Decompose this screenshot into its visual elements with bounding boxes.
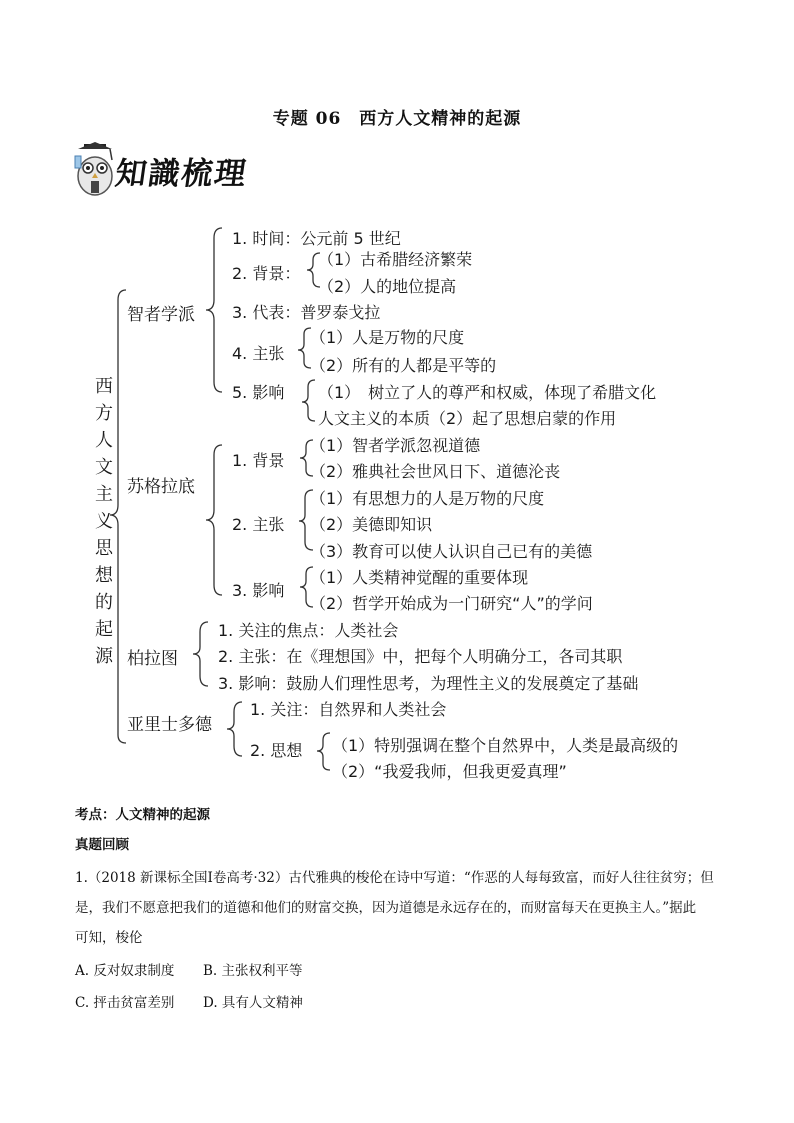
socrates-claim-3: （3）教育可以使人认识自己已有的美德 (310, 542, 593, 561)
section-socrates: 苏格拉底 (127, 477, 195, 497)
section-sophists: 智者学派 (127, 305, 195, 325)
aristotle-thought-1: （1）特别强调在整个自然界中，人类是最高级的 (332, 736, 679, 755)
sophists-impact: 5. 影响 (232, 383, 285, 402)
sophists-impact-2: 人文主义的本质（2）起了思想启蒙的作用 (318, 409, 617, 428)
socrates-bg-1: （1）智者学派忽视道德 (310, 436, 481, 455)
sophists-bg-1: （1）古希腊经济繁荣 (318, 250, 473, 269)
socrates-claim-2: （2）美德即知识 (310, 515, 433, 534)
socrates-impact-2: （2）哲学开始成为一门研究“人”的学问 (310, 594, 593, 613)
socrates-impact: 3. 影响 (232, 581, 285, 600)
aristotle-focus: 1. 关注：自然界和人类社会 (250, 700, 447, 719)
mindmap-root: 西方人文主义思想的起源 (95, 376, 113, 667)
question-line-2: 是，我们不愿意把我们的道德和他们的财富交换，因为道德是永远存在的，而财富每天在更换主人。”据此 (75, 900, 697, 916)
aristotle-thought-2: （2）“我爱我师，但我更爱真理” (332, 762, 567, 781)
exam-point: 考点：人文精神的起源 (75, 807, 210, 823)
socrates-bg-2: （2）雅典社会世风日下、道德沦丧 (310, 462, 561, 481)
question-line-1: 1.（2018 新课标全国Ⅰ卷高考·32）古代雅典的梭伦在诗中写道：“作恶的人每每致富，而好人往往贫穷；但 (75, 870, 714, 886)
review-heading: 真题回顾 (75, 837, 129, 853)
sophists-time: 1. 时间：公元前 5 世纪 (232, 229, 401, 248)
sophists-representative: 3. 代表：普罗泰戈拉 (232, 303, 381, 322)
option-c: C. 抨击贫富差别 (75, 995, 175, 1011)
plato-claim: 2. 主张：在《理想国》中，把每个人明确分工，各司其职 (218, 647, 623, 666)
sophists-claim-2: （2）所有的人都是平等的 (310, 356, 497, 375)
socrates-impact-1: （1）人类精神觉醒的重要体现 (310, 568, 529, 587)
section-aristotle: 亚里士多德 (127, 715, 212, 735)
plato-focus: 1. 关注的焦点：人类社会 (218, 621, 399, 640)
sophists-claim-1: （1）人是万物的尺度 (310, 328, 465, 347)
plato-impact: 3. 影响：鼓励人们理性思考，为理性主义的发展奠定了基础 (218, 674, 639, 693)
option-b: B. 主张权利平等 (203, 963, 303, 979)
sophists-claim: 4. 主张 (232, 344, 285, 363)
aristotle-thought: 2. 思想 (250, 741, 303, 760)
option-d: D. 具有人文精神 (203, 995, 303, 1011)
section-plato: 柏拉图 (127, 649, 178, 669)
option-a: A. 反对奴隶制度 (75, 963, 175, 979)
sophists-impact-1: （1） 树立了人的尊严和权威，体现了希腊文化 (318, 383, 657, 402)
sophists-background: 2. 背景： (232, 264, 301, 283)
socrates-claim-1: （1）有思想力的人是万物的尺度 (310, 489, 545, 508)
socrates-background: 1. 背景 (232, 451, 285, 470)
badge-title: 知識梳理 (112, 156, 251, 192)
sophists-bg-2: （2）人的地位提高 (318, 277, 457, 296)
page-title: 专题 06 西方人文精神的起源 (272, 109, 522, 129)
question-line-3: 可知，梭伦 (75, 930, 143, 946)
socrates-claim: 2. 主张 (232, 515, 285, 534)
